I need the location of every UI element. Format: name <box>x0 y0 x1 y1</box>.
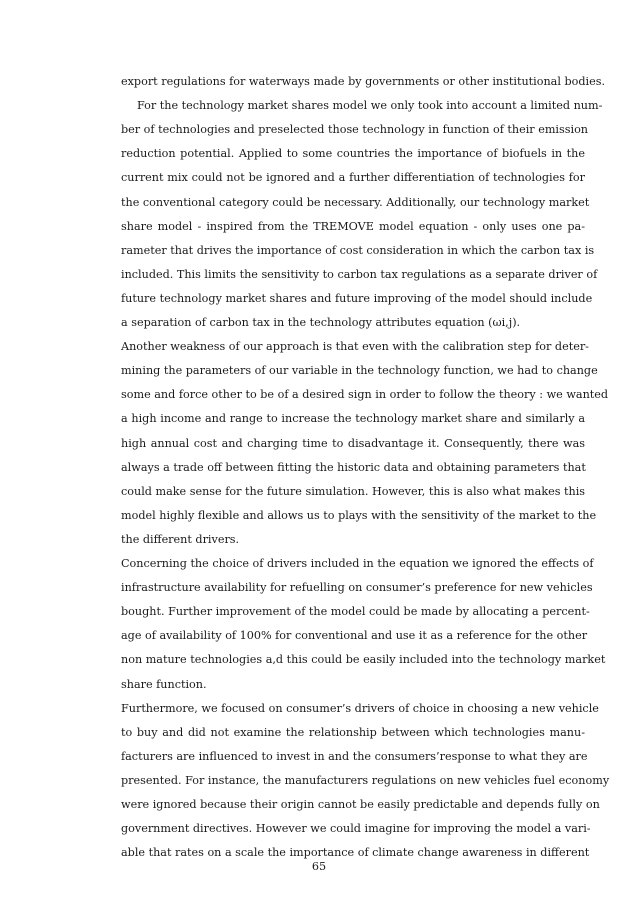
text-line: could make sense for the future simulation. However, this is also what makes this <box>121 484 586 498</box>
text-line: some and force other to be of a desired sign in order to follow the theory : we wanted <box>121 388 609 402</box>
text-line: Furthermore, we focused on consumer’s drivers of choice in choosing a new vehicle <box>121 701 599 715</box>
text-line: able that rates on a scale the importance of climate change awareness in different <box>121 846 590 860</box>
text-line: current mix could not be ignored and a further differentiation of technologies for <box>121 171 585 185</box>
page-number: 65 <box>311 860 327 873</box>
text-line: facturers are influenced to invest in and the consumers’response to what they are <box>121 749 588 763</box>
text-line: presented. For instance, the manufacturers regulations on new vehicles fuel economy <box>121 773 610 787</box>
text-line: non mature technologies a,d this could be easily included into the technology market <box>121 653 606 667</box>
text-line: future technology market shares and future improving of the model should include <box>121 291 593 305</box>
text-line: a high income and range to increase the technology market share and similarly a <box>121 412 585 426</box>
text-line: share function. <box>121 677 207 691</box>
text-line: export regulations for waterways made by governments or other institutional bodies. <box>121 75 606 88</box>
text-line: share model - inspired from the TREMOVE model equation - only uses one pa- <box>121 219 585 233</box>
text-line: government directives. However we could imagine for improving the model a vari- <box>121 822 591 836</box>
text-line: always a trade off between fitting the historic data and obtaining parameters that <box>121 460 586 474</box>
text-line: included. This limits the sensitivity to carbon tax regulations as a separate driver of <box>121 267 598 281</box>
text-line: Concerning the choice of drivers included in the equation we ignored the effects of <box>121 557 594 570</box>
text-line: rameter that drives the importance of cost consideration in which the carbon tax is <box>121 243 595 257</box>
text-line: high annual cost and charging time to disadvantage it. Consequently, there was <box>121 436 585 450</box>
text-line: model highly flexible and allows us to plays with the sensitivity of the market to the <box>121 508 597 522</box>
text-line: the conventional category could be necessary. Additionally, our technology market <box>121 195 590 209</box>
text-line: the different drivers. <box>121 532 240 546</box>
text-line: age of availability of 100% for conventional and use it as a reference for the other <box>121 629 588 643</box>
text-line: mining the parameters of our variable in the technology function, we had to change <box>121 364 598 378</box>
text-line: were ignored because their origin cannot be easily predictable and depends fully on <box>121 798 600 811</box>
text-line: to buy and did not examine the relationship between which technologies manu- <box>121 725 585 739</box>
text-line: bought. Further improvement of the model could be made by allocating a percent- <box>121 605 590 619</box>
text-line: ber of technologies and preselected those technology in function of their emission <box>121 123 589 137</box>
text-line: For the technology market shares model we only took into account a limited num- <box>137 99 603 113</box>
text-line: reduction potential. Applied to some countries the importance of biofuels in the <box>121 147 585 161</box>
text-line: infrastructure availability for refuelling on consumer’s preference for new vehicles <box>121 581 593 595</box>
text-line: a separation of carbon tax in the technology attributes equation (ωi,j). <box>121 316 521 329</box>
text-line: Another weakness of our approach is that even with the calibration step for deter- <box>121 340 589 354</box>
